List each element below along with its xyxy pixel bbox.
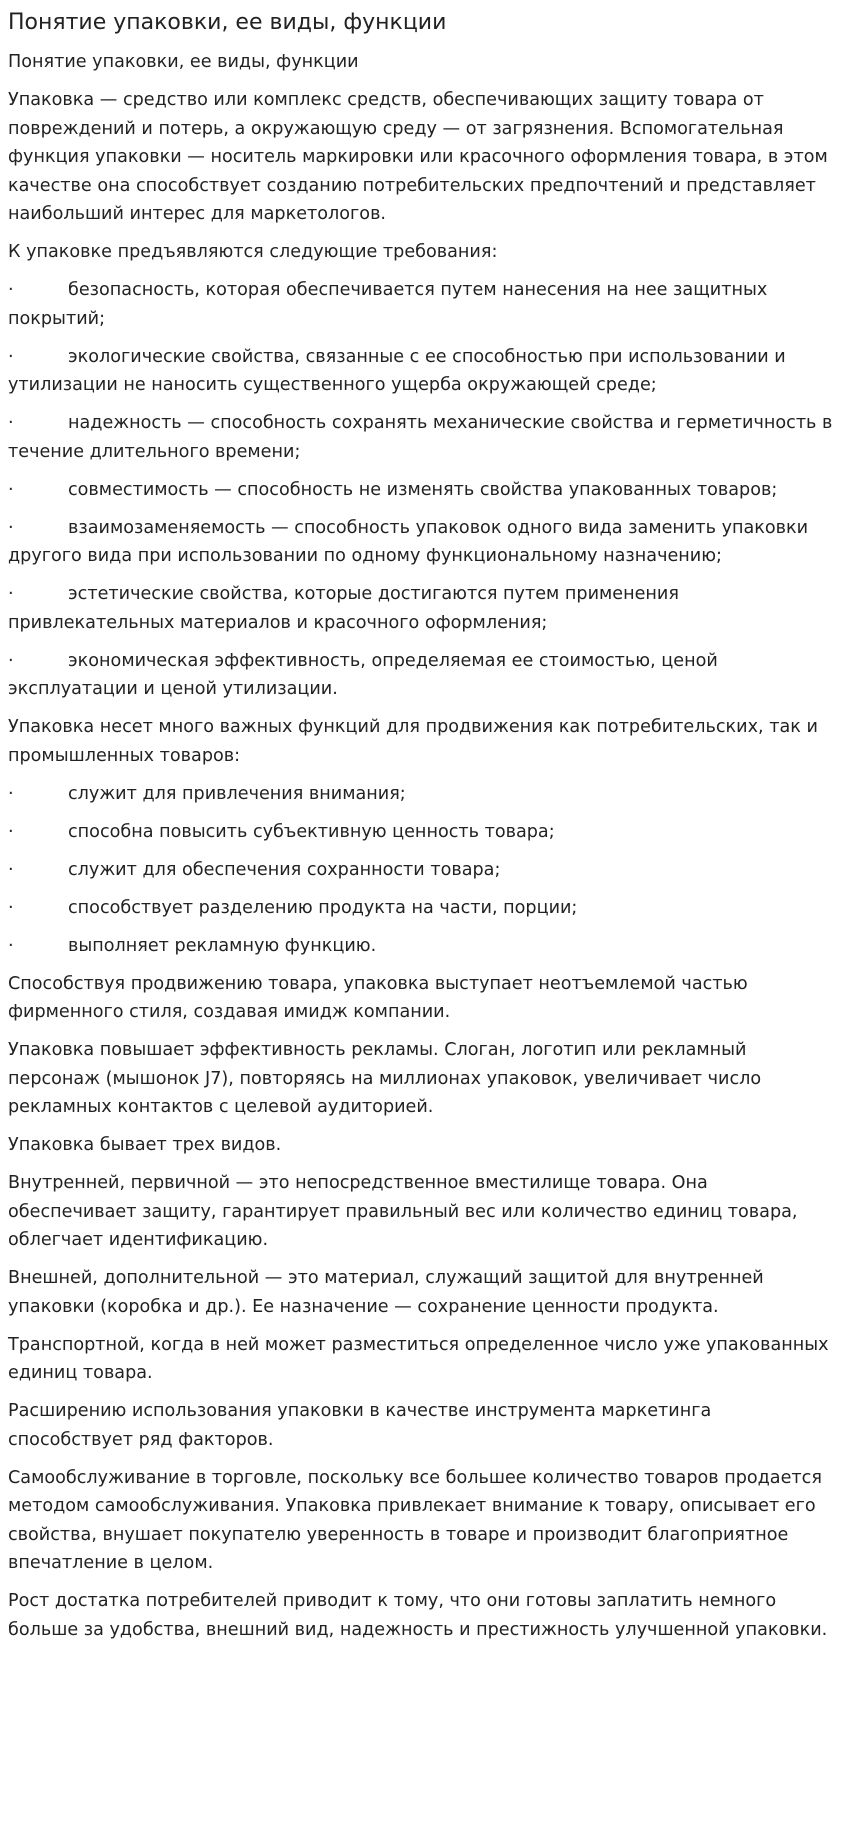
bullet-text: эстетические свойства, которые достигаются путем применения привлекательных материалов и красочного оформления; bbox=[8, 584, 679, 633]
bullet-marker: · bbox=[8, 413, 14, 433]
bullet-marker: · bbox=[8, 280, 14, 300]
bullet-marker: · bbox=[8, 517, 14, 538]
bullet-text: взаимозаменяемость — способность упаковок одного вида заменить упаковки другого вида при использовании по одному функциональному назначению; bbox=[8, 517, 809, 566]
body-paragraph: Транспортной, когда в ней может разместиться определенное число уже упакованных единиц товара. bbox=[8, 1334, 829, 1383]
page-title: Понятие упаковки, ее виды, функции bbox=[8, 10, 447, 35]
article-body bbox=[8, 48, 837, 1644]
bullet-item bbox=[8, 856, 837, 885]
bullet-text: служит для привлечения внимания; bbox=[68, 783, 406, 804]
bullet-text: способствует разделению продукта на части, порции; bbox=[68, 897, 578, 918]
bullet-item bbox=[8, 343, 837, 400]
subtitle-paragraph: Понятие упаковки, ее виды, функции bbox=[8, 52, 359, 72]
bullet-item bbox=[8, 409, 837, 466]
body-paragraph: Внутренней, первичной — это непосредственное вместилище товара. Она обеспечивает защиту, гарантирует правильный вес или количество единиц товара, облегчает идентификацию. bbox=[8, 1173, 798, 1250]
bullet-item bbox=[8, 894, 837, 923]
bullet-marker: · bbox=[8, 346, 14, 367]
bullet-item bbox=[8, 580, 837, 637]
body-paragraph: Упаковка несет много важных функций для продвижения как потребительских, так и промышленных товаров: bbox=[8, 717, 818, 766]
body-paragraph: Способствуя продвижению товара, упаковка выступает неотъемлемой частью фирменного стиля, создавая имидж компании. bbox=[8, 973, 748, 1022]
bullet-item bbox=[8, 780, 837, 809]
bullet-text: надежность — способность сохранять механические свойства и герметичность в течение длительного времени; bbox=[8, 413, 833, 462]
bullet-marker: · bbox=[8, 479, 14, 500]
bullet-item bbox=[8, 932, 837, 961]
bullet-text: служит для обеспечения сохранности товара; bbox=[68, 859, 501, 880]
bullet-item bbox=[8, 818, 837, 847]
bullet-marker: · bbox=[8, 650, 14, 671]
bullet-text: способна повысить субъективную ценность товара; bbox=[68, 821, 555, 842]
body-paragraph: Расширению использования упаковки в качестве инструмента маркетинга способствует ряд факторов. bbox=[8, 1401, 712, 1450]
body-paragraph: Упаковка повышает эффективность рекламы. Слоган, логотип или рекламный персонаж (мышонок J7), повторяясь на миллионах упаковок, увеличивает число рекламных контактов с целевой аудиторией. bbox=[8, 1040, 762, 1117]
bullet-marker: · bbox=[8, 935, 14, 956]
body-paragraph: Внешней, дополнительной — это материал, служащий защитой для внутренней упаковки (коробка и др.). Ее назначение — сохранение ценности продукта. bbox=[8, 1268, 764, 1317]
bullet-text: экологические свойства, связанные с ее способностью при использовании и утилизации не наносить существенного ущерба окружающей среде; bbox=[8, 346, 786, 395]
bullet-text: экономическая эффективность, определяемая ее стоимостью, ценой эксплуатации и ценой утилизации. bbox=[8, 650, 718, 699]
bullet-marker: · bbox=[8, 859, 14, 880]
body-paragraph: Самообслуживание в торговле, поскольку все большее количество товаров продается методом самообслуживания. Упаковка привлекает внимание к товару, описывает его свойства, внушает покупателю уверенность в товаре и производит благоприятное впечатление в целом. bbox=[8, 1467, 822, 1573]
bullet-item bbox=[8, 476, 837, 505]
bullet-marker: · bbox=[8, 584, 14, 604]
bullet-marker: · bbox=[8, 821, 14, 842]
body-paragraph: Упаковка — средство или комплекс средств, обеспечивающих защиту товара от повреждений и потерь, а окружающую среду — от загрязнения. Вспомогательная функция упаковки — носитель маркировки или красочного оформления товара, в этом качестве она способствует созданию потребительских предпочтений и представляет наибольший интерес для маркетологов. bbox=[8, 90, 828, 224]
body-paragraph: Рост достатка потребителей приводит к тому, что они готовы заплатить немного больше за удобства, внешний вид, надежность и престижность улучшенной упаковки. bbox=[8, 1591, 828, 1640]
bullet-text: совместимость — способность не изменять свойства упакованных товаров; bbox=[68, 479, 778, 500]
bullet-text: выполняет рекламную функцию. bbox=[68, 935, 377, 956]
bullet-item bbox=[8, 647, 837, 704]
bullet-item bbox=[8, 276, 837, 333]
body-paragraph: К упаковке предъявляются следующие требования: bbox=[8, 242, 498, 262]
bullet-item bbox=[8, 514, 837, 571]
bullet-marker: · bbox=[8, 783, 14, 804]
bullet-text: безопасность, которая обеспечивается путем нанесения на нее защитных покрытий; bbox=[8, 280, 768, 329]
body-paragraph: Упаковка бывает трех видов. bbox=[8, 1135, 282, 1155]
bullet-marker: · bbox=[8, 897, 14, 918]
